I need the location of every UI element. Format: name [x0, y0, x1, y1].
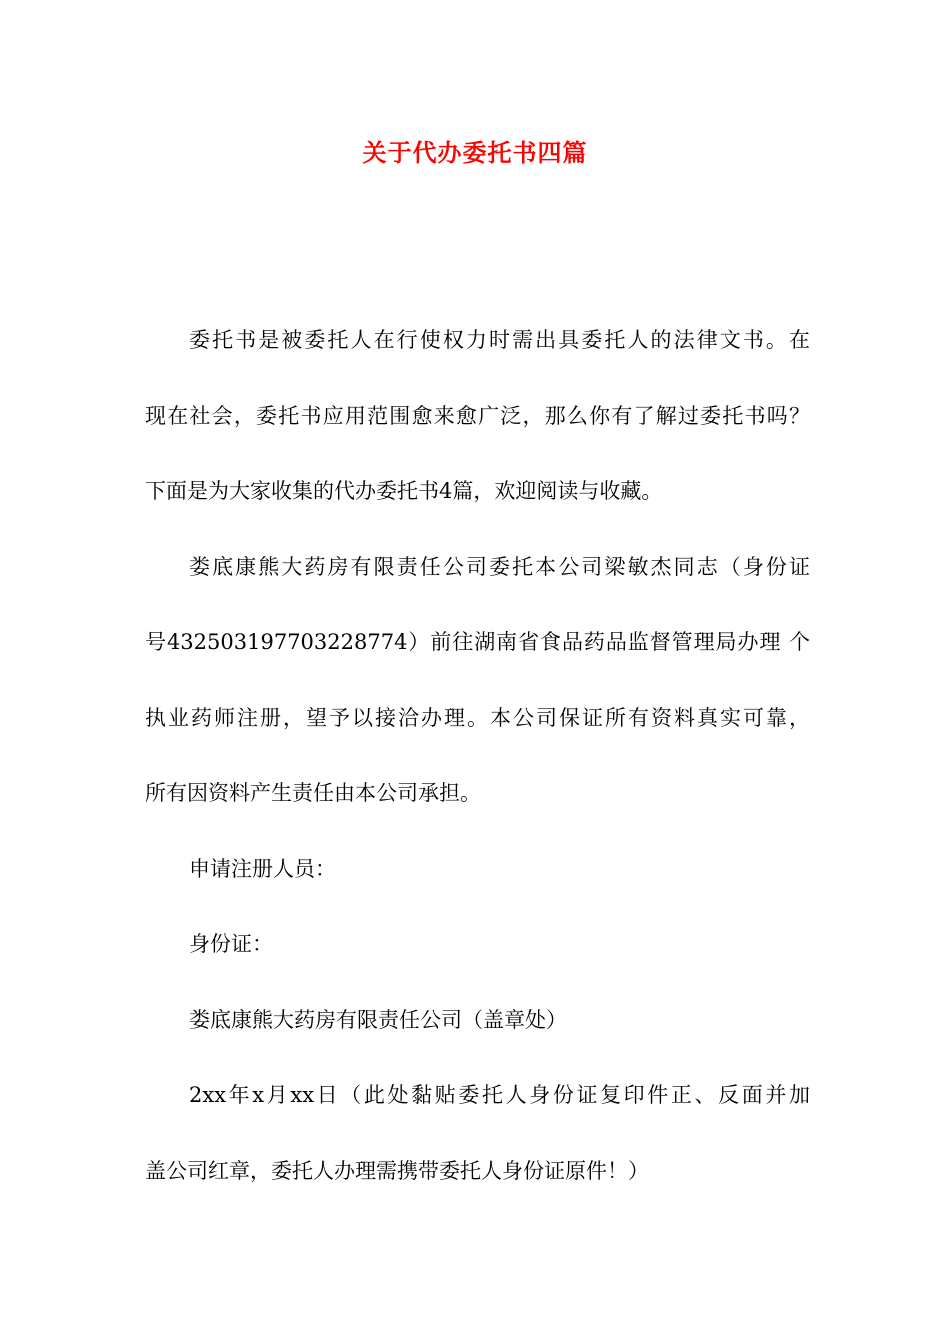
paragraph-line: 娄底康熊大药房有限责任公司委托本公司梁敏杰同志（身份证 — [189, 554, 810, 579]
paragraph-line: 号432503197703228774）前往湖南省食品药品监督管理局办理 个 — [145, 630, 810, 654]
company-seal-line: 娄底康熊大药房有限责任公司（盖章处） — [189, 1007, 567, 1032]
document-body — [145, 320, 810, 1226]
paragraph-line: 下面是为大家收集的代办委托书4篇，欢迎阅读与收藏。 — [145, 479, 663, 503]
document-title: 关于代办委托书四篇 — [362, 138, 588, 167]
paragraph-line: 执业药师注册，望予以接洽办理。本公司保证所有资料真实可靠， — [145, 705, 810, 730]
id-card-label: 身份证： — [189, 932, 273, 956]
date-note-line: 盖公司红章，委托人办理需携带委托人身份证原件！） — [145, 1158, 649, 1183]
date-note-line: 2xx年x月xx日（此处黏贴委托人身份证复印件正、反面并加 — [189, 1083, 810, 1107]
paragraph-line: 现在社会，委托书应用范围愈来愈广泛，那么你有了解过委托书吗？ — [145, 403, 810, 428]
paragraph-line: 所有因资料产生责任由本公司承担。 — [145, 781, 481, 805]
applicant-label: 申请注册人员： — [189, 856, 336, 881]
paragraph-line: 委托书是被委托人在行使权力时需出具委托人的法律文书。在 — [189, 328, 810, 352]
